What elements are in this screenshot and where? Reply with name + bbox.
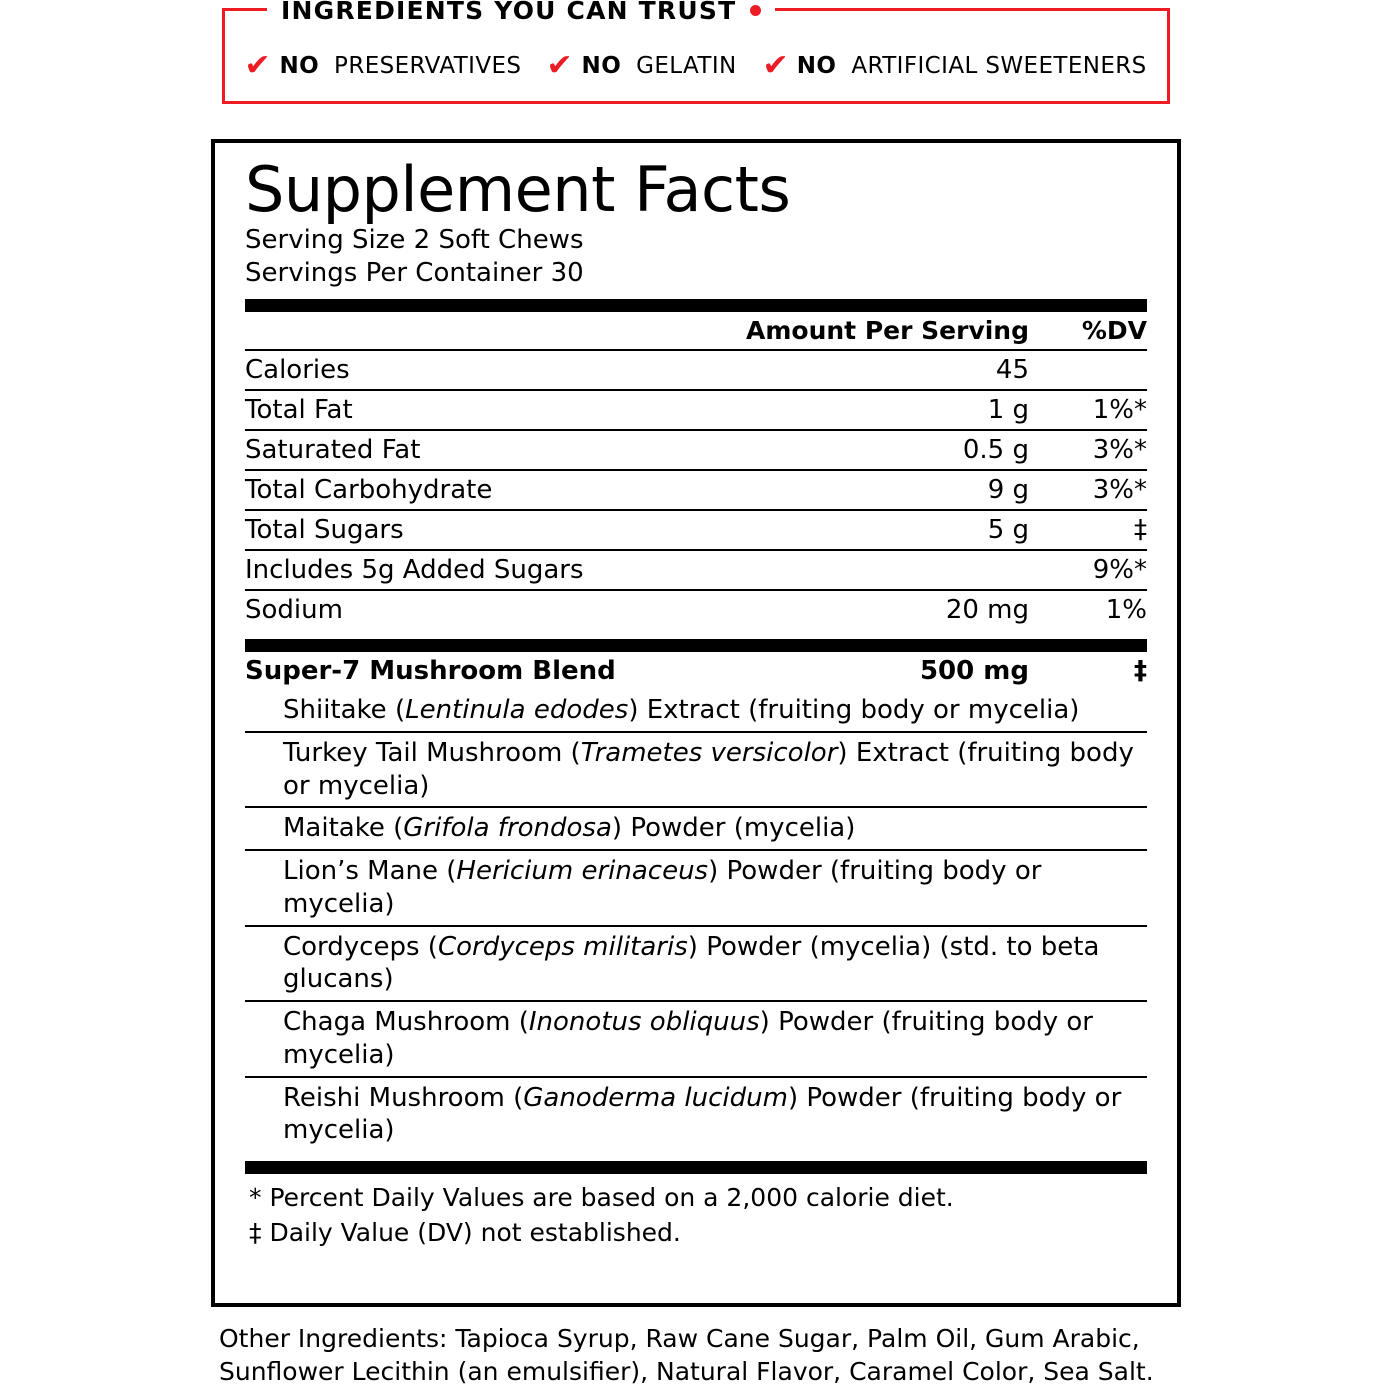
trust-banner xyxy=(222,0,1170,104)
nutrient-name: Calories xyxy=(245,350,746,390)
supplement-facts-panel xyxy=(211,139,1181,1307)
blend-ingredient-lions-mane xyxy=(245,850,1147,926)
blend-ingredient-shiitake xyxy=(245,690,1147,732)
ingredient-latin: Trametes versicolor xyxy=(580,737,838,768)
trust-banner-title-group xyxy=(267,0,775,25)
ingredient-pre: Maitake ( xyxy=(283,813,404,844)
checkmark-icon: ✔ xyxy=(762,48,789,83)
amount-per-serving-header: Amount Per Serving xyxy=(746,312,1029,350)
blend-ingredient-chaga xyxy=(245,1001,1147,1077)
ingredient-text xyxy=(245,812,1147,845)
servings-per-container: Servings Per Container 30 xyxy=(245,257,584,288)
trust-claim-no-label: NO xyxy=(581,53,622,79)
blend-name: Super-7 Mushroom Blend xyxy=(245,656,616,687)
footnotes xyxy=(245,1174,1147,1249)
nutrient-dv xyxy=(1029,350,1147,390)
ingredient-post: ) Powder (fruiting body or mycelia) xyxy=(283,856,1042,919)
blend-ingredient-maitake xyxy=(245,807,1147,850)
divider-thick-footnotes xyxy=(245,1161,1147,1174)
ingredient-post: ) Powder (mycelia) xyxy=(611,813,856,844)
ingredient-latin: Inonotus obliquus xyxy=(528,1007,760,1038)
nutrient-name: Total Fat xyxy=(245,390,746,430)
nutrient-amount: 5 g xyxy=(746,510,1029,550)
ingredient-text xyxy=(245,1082,1147,1148)
trust-claim-no-label: NO xyxy=(279,53,320,79)
table-row-calories xyxy=(245,350,1147,390)
ingredient-latin: Lentinula edodes xyxy=(405,695,629,726)
trust-claim-text: PRESERVATIVES xyxy=(334,53,522,79)
nutrient-name: Total Carbohydrate xyxy=(245,470,746,510)
nutrient-dv: 1%* xyxy=(1029,390,1147,430)
table-row-total-fat xyxy=(245,390,1147,430)
trust-claim-preservatives xyxy=(244,48,522,83)
table-row-added-sugars xyxy=(245,550,1147,590)
footnote-dv-not-established: ‡ Daily Value (DV) not established. xyxy=(249,1217,681,1247)
nutrient-name: Sodium xyxy=(245,595,343,626)
nutrient-dv: ‡ xyxy=(1029,510,1147,550)
nutrition-table xyxy=(245,312,1147,629)
nutrient-dv: 1% xyxy=(1105,595,1147,626)
checkmark-icon: ✔ xyxy=(546,48,574,83)
nutrient-amount xyxy=(746,550,1029,590)
header-spacer xyxy=(245,312,746,350)
trust-claims-list xyxy=(225,48,1167,83)
divider-thick-top xyxy=(245,299,1147,312)
ingredient-post: ) Powder (fruiting body or mycelia) xyxy=(283,1082,1122,1146)
nutrient-amount: 1 g xyxy=(746,390,1029,430)
nutrient-dv: 3%* xyxy=(1029,470,1147,510)
footnote-daily-values: * Percent Daily Values are based on a 2,000 calorie diet. xyxy=(249,1183,954,1213)
ingredient-post: ) Extract (fruiting body or mycelia) xyxy=(283,737,1134,801)
nutrient-dv: 3%* xyxy=(1029,430,1147,470)
ingredient-pre: Shiitake ( xyxy=(283,695,406,726)
ingredient-text xyxy=(245,1006,1147,1072)
table-row-total-sugars xyxy=(245,510,1147,550)
trust-claim-gelatin xyxy=(546,48,737,83)
ingredient-latin: Grifola frondosa xyxy=(403,813,612,844)
nutrient-amount: 9 g xyxy=(746,470,1029,510)
nutrient-amount: 0.5 g xyxy=(746,430,1029,470)
red-dot-icon xyxy=(750,5,761,16)
divider-thick-blend xyxy=(245,639,1147,652)
nutrient-dv: 9%* xyxy=(1029,550,1147,590)
nutrient-name: Saturated Fat xyxy=(245,430,746,470)
trust-claim-text: ARTIFICIAL SWEETENERS xyxy=(851,53,1147,79)
trust-banner-title: INGREDIENTS YOU CAN TRUST xyxy=(281,0,737,25)
trust-claim-artificial-sweeteners xyxy=(762,48,1147,83)
ingredient-post: ) Powder (mycelia) (std. to beta glucans) xyxy=(283,931,1100,995)
ingredient-pre: Lion’s Mane ( xyxy=(283,856,457,887)
trust-claim-no-label: NO xyxy=(796,53,837,79)
ingredient-latin: Cordyceps militaris xyxy=(437,931,688,962)
nutrient-name: Total Sugars xyxy=(245,510,746,550)
blend-header-row xyxy=(245,652,1147,690)
panel-title: Supplement Facts xyxy=(245,153,791,226)
nutrient-amount: 20 mg xyxy=(945,595,1029,626)
blend-ingredient-reishi xyxy=(245,1077,1147,1152)
ingredient-pre: Reishi Mushroom ( xyxy=(283,1082,524,1113)
ingredient-latin: Hericium erinaceus xyxy=(456,856,709,887)
table-header-row xyxy=(245,312,1147,350)
other-ingredients: Other Ingredients: Tapioca Syrup, Raw Cane Sugar, Palm Oil, Gum Arabic, Sunflower Lecithin (an emulsifier), Natural Flavor, Caramel Color, Sea Salt. xyxy=(219,1324,1154,1387)
serving-size: Serving Size 2 Soft Chews xyxy=(245,225,584,256)
table-row-saturated-fat xyxy=(245,430,1147,470)
nutrient-name: Includes 5g Added Sugars xyxy=(245,550,746,590)
table-row-sodium xyxy=(245,590,1147,629)
blend-ingredient-cordyceps xyxy=(245,926,1147,1002)
blend-amount: 500 mg xyxy=(919,656,1029,687)
ingredient-latin: Ganoderma lucidum xyxy=(523,1082,788,1113)
ingredient-post: ) Powder (fruiting body or mycelia) xyxy=(283,1007,1093,1070)
dv-header: %DV xyxy=(1029,312,1147,350)
nutrient-amount: 45 xyxy=(746,350,1029,390)
blend-dv: ‡ xyxy=(1134,656,1147,687)
ingredient-pre: Cordyceps ( xyxy=(283,931,438,962)
ingredient-text xyxy=(245,737,1147,803)
ingredient-text xyxy=(245,694,1147,727)
ingredient-text xyxy=(245,855,1147,921)
checkmark-icon: ✔ xyxy=(244,48,272,83)
ingredient-pre: Chaga Mushroom ( xyxy=(283,1007,529,1038)
blend-ingredient-turkey-tail xyxy=(245,732,1147,808)
ingredient-text xyxy=(245,931,1147,997)
table-row-total-carbohydrate xyxy=(245,470,1147,510)
blend-table xyxy=(245,652,1147,1151)
ingredient-pre: Turkey Tail Mushroom ( xyxy=(283,737,581,768)
ingredient-post: ) Extract (fruiting body or mycelia) xyxy=(628,695,1080,726)
trust-claim-text: GELATIN xyxy=(636,53,737,79)
